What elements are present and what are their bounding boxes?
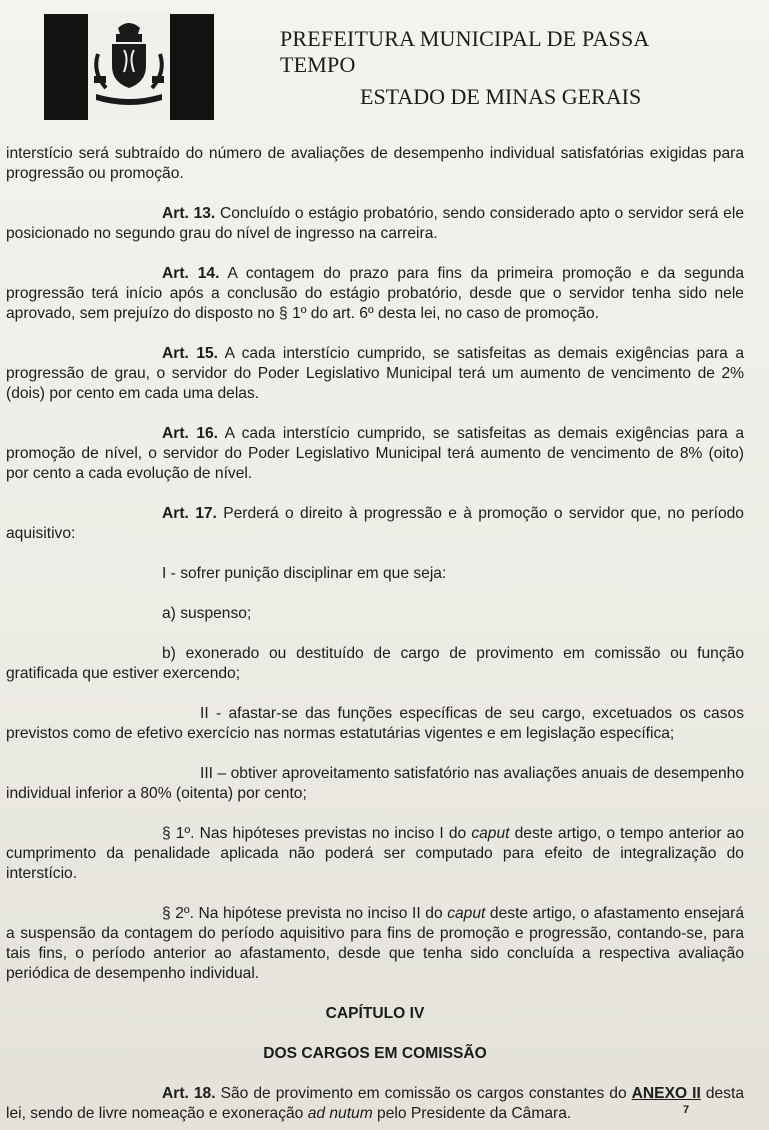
article-18	[6, 1084, 744, 1124]
article-text: pelo Presidente da Câmara.	[372, 1105, 572, 1122]
document-body	[6, 144, 744, 1130]
alinea-b: b) exonerado ou destituído de cargo de provimento em comissão ou função gratificada que estiver exercendo;	[6, 645, 744, 682]
caput-italic: caput	[471, 825, 510, 842]
article-label: Art. 13.	[162, 205, 216, 222]
ad-nutum-italic: ad nutum	[307, 1105, 373, 1122]
page-number: 7	[683, 1104, 690, 1116]
article-label: Art. 15.	[162, 345, 219, 362]
logo-right-bar	[170, 14, 214, 120]
municipal-logo	[44, 14, 214, 120]
inciso-2: II - afastar-se das funções específicas de seu cargo, excetuados os casos previstos como de efetivo exercício nas normas estatutárias vigentes e em legislação específica;	[6, 705, 744, 742]
article-13	[6, 204, 744, 244]
article-text: A cada interstício cumprido, se satisfeitas as demais exigências para a progressão de grau, o servidor do Poder Legislativo Municipal terá um aumento de vencimento de 2% (dois) por cento em cada uma delas.	[6, 345, 744, 402]
paragraph-text: § 2º. Na hipótese prevista no inciso II do	[162, 905, 448, 922]
article-label: Art. 16.	[162, 425, 219, 442]
article-label: Art. 17.	[162, 505, 217, 522]
caput-italic: caput	[447, 905, 486, 922]
chapter-number: CAPÍTULO IV	[325, 1005, 425, 1022]
article-text: São de provimento em comissão os cargos constantes do	[215, 1085, 632, 1102]
article-text: A cada interstício cumprido, se satisfeitas as demais exigências para a promoção de nível, o servidor do Poder Legislativo Municipal terá aumento de vencimento de 8% (oito) por cento a cada evolução de nível.	[6, 425, 744, 482]
article-14	[6, 264, 744, 324]
article-text: desta lei, sendo de livre nomeação e exoneração	[6, 1085, 744, 1122]
paragraph-text: § 1º. Nas hipóteses previstas no inciso I do	[162, 825, 472, 842]
paragraph-1	[6, 824, 744, 884]
logo-caption: PASSA TEMPO	[110, 93, 150, 99]
coat-of-arms-icon	[88, 14, 170, 120]
article-17	[6, 504, 744, 544]
header-title: PREFEITURA MUNICIPAL DE PASSA TEMPO	[280, 26, 649, 77]
article-label: Art. 18.	[162, 1085, 216, 1102]
paragraph-text: deste artigo, o tempo anterior ao cumprimento da penalidade aplicada não poderá ser computado para efeito de integralização do interstício.	[6, 825, 744, 882]
paragraph-continuation: interstício será subtraído do número de avaliações de desempenho individual satisfatórias exigidas para progressão ou promoção.	[6, 145, 744, 182]
inciso-3: III – obtiver aproveitamento satisfatório nas avaliações anuais de desempenho individual inferior a 80% (oitenta) por cento;	[6, 765, 744, 802]
alinea-a: a) suspenso;	[162, 605, 252, 622]
article-text: Perderá o direito à progressão e à promoção o servidor que, no período aquisitivo:	[6, 505, 744, 542]
article-16	[6, 424, 744, 484]
header-subtitle: ESTADO DE MINAS GERAIS	[360, 84, 642, 109]
chapter-title: DOS CARGOS EM COMISSÃO	[263, 1045, 487, 1062]
paragraph-text: deste artigo, o afastamento ensejará a suspensão da contagem do período aquisitivo para fins de promoção e progressão, contando-se, para tais fins, o período anterior ao afastamento, desde que tenha sido concluída a respectiva avaliação periódica de desempenho individual.	[6, 905, 744, 982]
paragraph-2	[6, 904, 744, 984]
anexo-reference: ANEXO II	[631, 1085, 701, 1102]
article-text: A contagem do prazo para fins da primeira promoção e da segunda progressão terá início após a conclusão do estágio probatório, desde que o servidor tenha sido nele aprovado, sem prejuízo do disposto no § 1º do art. 6º desta lei, no caso de promoção.	[6, 265, 744, 322]
article-label: Art. 14.	[162, 265, 220, 282]
article-15	[6, 344, 744, 404]
inciso-1: I - sofrer punição disciplinar em que seja:	[162, 565, 447, 582]
logo-left-bar	[44, 14, 88, 120]
article-text: Concluído o estágio probatório, sendo considerado apto o servidor será ele posicionado no segundo grau do nível de ingresso na carreira.	[6, 205, 744, 242]
